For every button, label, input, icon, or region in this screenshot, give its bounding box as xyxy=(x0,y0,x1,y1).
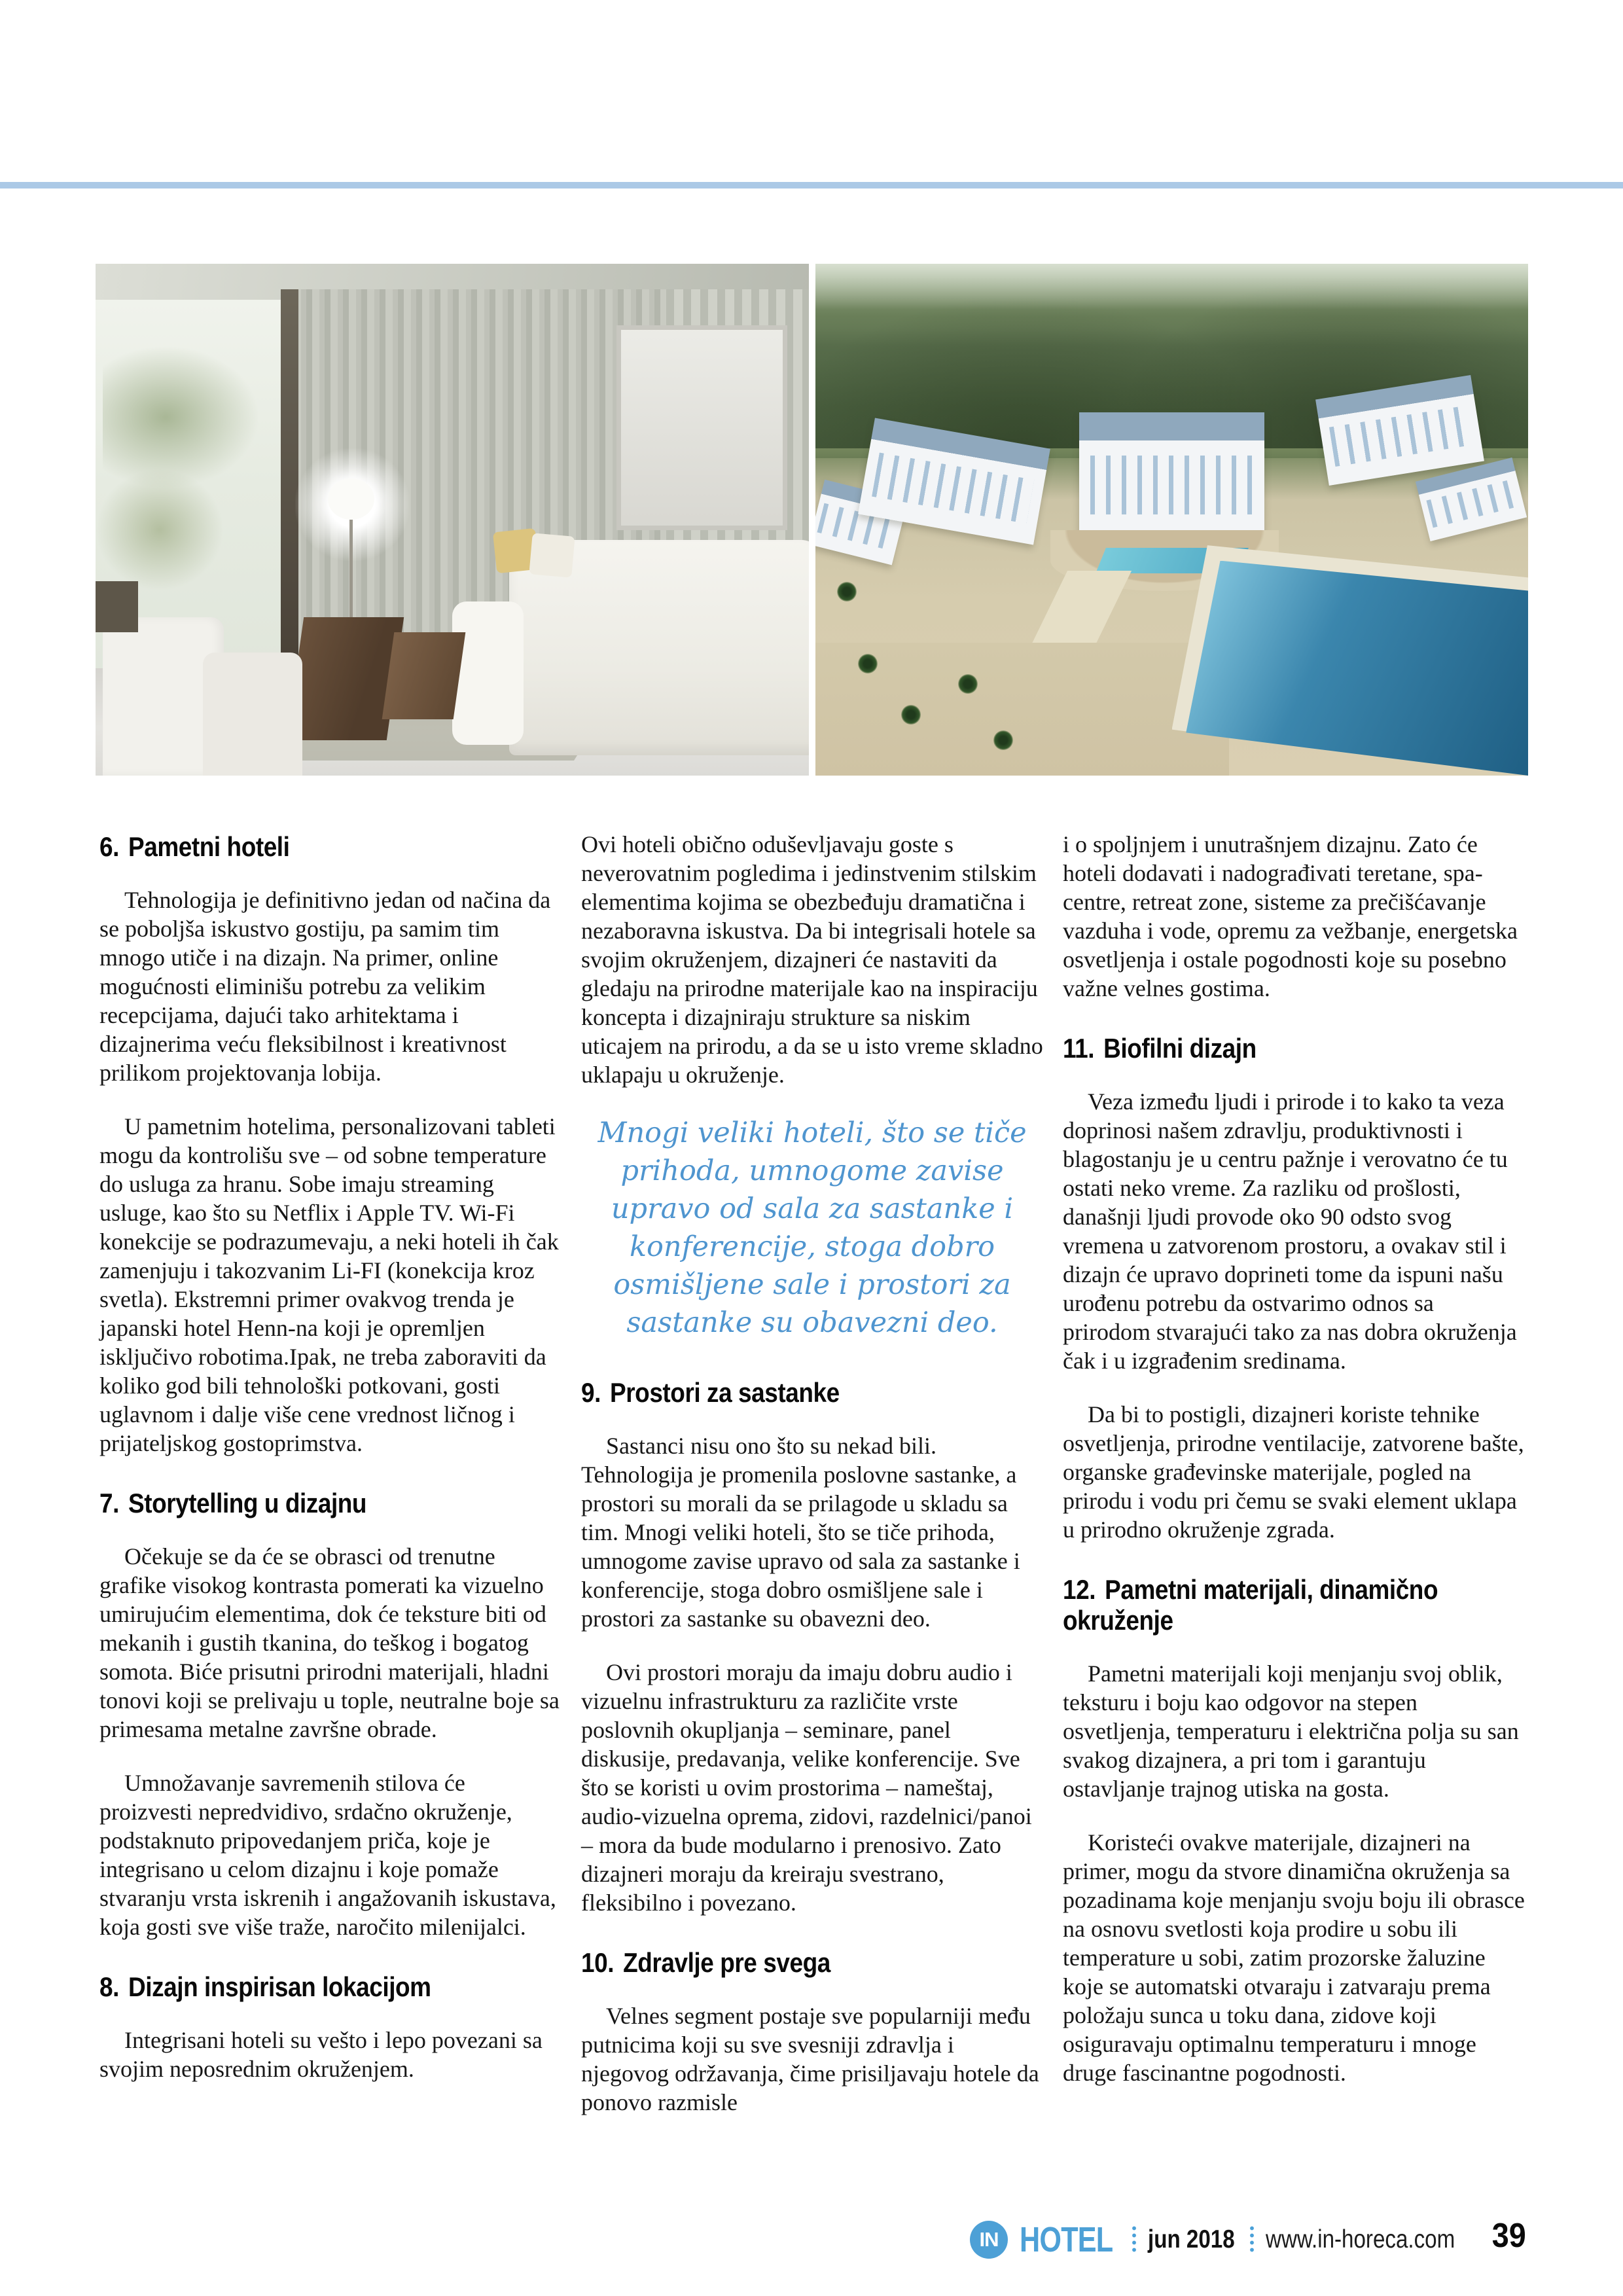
palm-tree xyxy=(837,582,857,601)
section-title: Prostori za sastanke xyxy=(610,1377,840,1408)
section-title: Storytelling u dizajnu xyxy=(128,1488,367,1518)
footer xyxy=(970,2219,1488,2261)
section-title: Biofilni dizajn xyxy=(1103,1033,1257,1064)
column-1 xyxy=(99,830,562,2108)
interior-white-pillow xyxy=(529,533,575,578)
body-paragraph: U pametnim hotelima, personalizovani tableti mogu da kontrolišu sve – od sobne temperature do usluga za hranu. Sobe imaju streaming usluge, kao što su Netflix i Apple TV. Wi-Fi konekcije se podrazumevaju, a neki hoteli ih čak zamenjuju i takozvanim Li-FI (konekcija kroz svetla). Ekstremni primer ovakvog trenda je japanski hotel Henn-na koji je opremljen isključivo robotima.Ipak, ne treba zaboraviti da koliko god bili tehnološki potkovani, gosti uglavnom i dalje više cene vrednost ličnog i prijateljskog gostoprimstva. xyxy=(99,1113,559,1456)
hotel-interior-photo xyxy=(96,264,809,776)
interior-greenery xyxy=(103,346,260,489)
section-title: Zdravlje pre svega xyxy=(623,1947,830,1978)
body-paragraph: Sastanci nisu ono što su nekad bili. Tehnologija je promenila poslovne sastanke, a prostori su morali da se prilagode u skladu sa tim. Mnogi veliki hoteli, što se tiče prihoda, umnogome zavise upravo od sala za sastanke i konferencije, stoga dobro osmišljene sale i prostori za sastanke su obavezni deo. xyxy=(581,1433,1020,1632)
interior-armchair xyxy=(203,653,303,776)
section-number: 7. xyxy=(99,1488,119,1518)
in-logo-icon: IN xyxy=(970,2221,1008,2259)
section-heading xyxy=(1063,1033,1469,1064)
section-heading xyxy=(1063,1574,1469,1636)
resort-aerial-photo xyxy=(815,264,1528,776)
body-paragraph: Ovi prostori moraju da imaju dobru audio i vizuelnu infrastrukturu za različite vrste poslovnih okupljanja – seminare, panel diskusije, predavanja, velike konferencije. Sve što se koristi u ovim prostorima – nameštaj, audio-vizuelna oprema, zidovi, razdelnici/panoi – mora da bude modularno i prenosivo. Zato dizajneri moraju da kreiraju svestrano, fleksibilno i povezano. xyxy=(581,1659,1032,1916)
body-paragraph: Integrisani hoteli su vešto i lepo povezani sa svojim neposrednim okruženjem. xyxy=(99,2027,543,2082)
body-paragraph: Koristeći ovakve materijale, dizajneri na primer, mogu da stvore dinamična okruženja sa pozadinama koje menjanju svoju boju ili obrasce na osnovu svetlosti koja prodire u sobu ili temperature u sobi, zatim prozorske žaluzine koje se automatski otvaraju i zatvaraju prema položaju sunca u toku dana, zidove koji osiguravaju optimalnu temperaturu i mnoge druge fascinantne pogodnosti. xyxy=(1063,1829,1525,2086)
dotted-divider-icon xyxy=(1250,2225,1254,2255)
interior-lamp xyxy=(328,478,374,520)
interior-greenery xyxy=(96,469,224,592)
body-paragraph: Da bi to postigli, dizajneri koriste tehnike osvetljenja, prirodne ventilacije, zatvorene bašte, organske građevinske materijale, pogled na prirodu i vodu pri čemu se svaki element uklapa u prirodno okruženje zgrada. xyxy=(1063,1401,1524,1543)
issue-date: jun 2018 xyxy=(1148,2225,1235,2253)
section-title: Dizajn inspirisan lokacijom xyxy=(128,1971,431,2002)
palm-tree xyxy=(993,730,1013,750)
section-number: 8. xyxy=(99,1971,119,2002)
body-paragraph: Očekuje se da će se obrasci od trenutne grafike visokog kontrasta pomerati ka vizuelno umirujućim elementima, dok će teksture biti od mekanih i gustih tkanina, do teškog i bogatog somota. Biće prisutni prirodni materijali, hladni tonovi koji se prelivaju u tople, neutralne boje sa primesama metalne završne obrade. xyxy=(99,1543,560,1742)
body-paragraph: i o spoljnjem i unutrašnjem dizajnu. Zato će hoteli dodavati i nadograđivati teretane, spa-centre, retreat zone, sisteme za prečišćavanje vazduha i vode, opremu za vežbanje, energetska osvetljenja i ostale pogodnosti koje su posebno važne velnes gostima. xyxy=(1063,831,1518,1001)
interior-wood-table xyxy=(287,617,404,740)
interior-wood-table xyxy=(382,632,466,719)
body-paragraph: Veza između ljudi i prirode i to kako ta veza doprinosi našem zdravlju, produktivnosti i blagostanju je u centru pažnje i verovatno će tu ostati neko vreme. Za razliku od prošlosti, današnji ljudi provode oko 90 odsto svog vremena u zatvorenom prostoru, a ovakav stil i dizajn će upravo doprineti tome da ispuni našu urođenu potrebu da ostvarimo odnos sa prirodom stvarajući tako za nas dobra okruženja čak i u izgrađenim sredinama. xyxy=(1063,1088,1517,1374)
palm-tree xyxy=(901,705,921,725)
resort-main-building xyxy=(1079,412,1264,541)
pull-quote: Mnogi veliki hoteli, što se tiče prihoda, umnogome zavise upravo od sala za sastanke i konferencije, stoga dobro osmišljene sale i prostori za sastanke su obavezni deo. xyxy=(597,1117,1027,1339)
section-title: Pametni hoteli xyxy=(128,831,290,862)
interior-sofa-arm xyxy=(452,601,524,745)
body-paragraph: Ovi hoteli obično oduševljavaju goste s neverovatnim pogledima i jedinstvenim stilskim elementima kojima se obezbeđuju dramatična i nezaboravna iskustva. Da bi integrisali hotele sa svojim okruženjem, dizajneri će nastaviti da gledaju na prirodne materijale kao na inspiraciju koncepta i dizajniraju strukture sa niskim uticajem na prirodu, a da se u isto vreme skladno uklapaju u okruženje. xyxy=(581,831,1043,1088)
palm-tree xyxy=(958,674,978,694)
dotted-divider-icon xyxy=(1132,2225,1136,2255)
section-number: 6. xyxy=(99,831,119,862)
section-title: Pametni materijali, dinamično okruženje xyxy=(1063,1574,1438,1636)
body-paragraph: Tehnologija je definitivno jedan od načina da se poboljša iskustvo gostiju, pa samim tim mnogo utiče i na dizajn. Na primer, online mogućnosti eliminišu potrebu za velikim recepcijama, dajući tako arhitektama i dizajnerima veću fleksibilnost i kreativnost prilikom projektovanja lobija. xyxy=(99,887,551,1086)
palm-tree xyxy=(858,654,878,673)
page-number: 39 xyxy=(1491,2217,1526,2255)
resort-haze xyxy=(815,264,1528,310)
section-number: 9. xyxy=(581,1377,601,1408)
column-3 xyxy=(1063,830,1525,2112)
body-paragraph: Velnes segment postaje sve popularniji među putnicima koji su sve svesniji zdravlja i njegovog održavanja, čime prisiljavaju hotele da ponovo razmisle xyxy=(581,2003,1039,2115)
section-heading xyxy=(99,1488,506,1518)
website-link[interactable]: www.in-horeca.com xyxy=(1266,2225,1455,2253)
body-paragraph: Umnožavanje savremenih stilova će proizvesti nepredvidivo, srdačno okruženje, podstaknuto pripovedanjem priča, koje je integrisano u celom dizajnu i koje pomaže stvaranju vrsta iskrenih i angažovanih iskustava, koja gosti sve više traže, naročito milenijalci. xyxy=(99,1770,556,1940)
interior-side-table xyxy=(96,581,138,632)
section-number: 11. xyxy=(1063,1033,1095,1064)
section-heading xyxy=(99,831,506,862)
interior-alcove xyxy=(616,325,788,530)
section-number: 10. xyxy=(581,1947,615,1978)
section-number: 12. xyxy=(1063,1574,1096,1605)
column-2 xyxy=(581,830,1043,2142)
section-heading xyxy=(581,1947,988,1978)
section-heading xyxy=(99,1971,506,2002)
top-rule xyxy=(0,182,1623,188)
body-paragraph: Pametni materijali koji menjanju svoj oblik, teksturu i boju kao odgovor na stepen osvetljenja, temperaturu i električna polja su san svakog dizajnera, a pri tom i garantuju ostavljanje trajnog utiska na gosta. xyxy=(1063,1660,1519,1802)
section-heading xyxy=(581,1377,988,1408)
hotel-logo-text: HOTEL xyxy=(1020,2220,1113,2259)
